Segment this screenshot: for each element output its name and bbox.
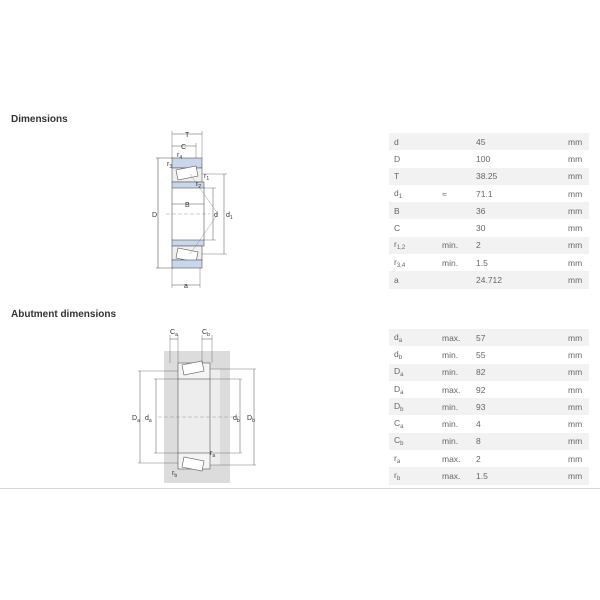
symbol-cell: $r_b$ <box>389 467 442 484</box>
unit-cell: mm <box>568 329 589 346</box>
tapered-roller-bearing-drawing <box>150 128 250 293</box>
value-cell: 92 <box>476 384 486 395</box>
unit-cell: mm <box>568 467 589 484</box>
dimensions-title: Dimensions <box>11 114 68 125</box>
table-row <box>389 254 589 271</box>
value-cell: 82 <box>476 364 568 381</box>
qualifier-cell: min. <box>442 364 476 381</box>
value-cell: 71.1 <box>476 188 493 199</box>
qualifier-cell: max. <box>442 467 476 484</box>
value-cell: 1.5 <box>476 257 488 268</box>
qualifier-cell <box>442 271 476 288</box>
unit-cell: mm <box>568 419 583 430</box>
qualifier-cell: max. <box>442 384 461 395</box>
abutment-table <box>389 329 589 485</box>
label-T: T <box>185 132 190 139</box>
divider <box>0 488 600 489</box>
abutment-drawing <box>130 323 265 488</box>
value-cell: 8 <box>476 433 568 450</box>
qualifier-cell: min. <box>442 257 459 268</box>
value-cell: 45 <box>476 133 568 150</box>
symbol-cell: $r_{1,2}$ <box>389 237 442 254</box>
value-cell: 57 <box>476 329 568 346</box>
unit-cell: mm <box>568 433 589 450</box>
unit-cell: mm <box>568 223 583 234</box>
label-Da: $D_a$ <box>132 415 140 424</box>
label-Cb: $C_b$ <box>202 329 210 338</box>
symbol-cell: $D_b$ <box>389 398 442 415</box>
qualifier-cell: min. <box>442 419 459 430</box>
label-db: $d_b$ <box>233 415 240 424</box>
label-C: C <box>181 144 187 151</box>
unit-cell: mm <box>568 168 589 185</box>
table-row <box>389 398 589 415</box>
value-cell: 100 <box>476 153 491 164</box>
table-row <box>389 237 589 254</box>
unit-cell: mm <box>568 133 589 150</box>
unit-cell: mm <box>568 202 589 219</box>
unit-cell: mm <box>568 364 589 381</box>
qualifier-cell: min. <box>442 398 476 415</box>
symbol-cell: $r_a$ <box>394 452 401 465</box>
value-cell: 2 <box>476 453 481 464</box>
value-cell: 2 <box>476 237 568 254</box>
label-da: $d_a$ <box>145 415 152 424</box>
symbol-cell: $d_1$ <box>394 187 403 200</box>
table-row <box>389 150 589 167</box>
symbol-cell: $C_a$ <box>394 418 404 431</box>
symbol-cell: B <box>389 202 442 219</box>
symbol-cell: T <box>389 168 442 185</box>
value-cell: 36 <box>476 202 568 219</box>
qualifier-cell: ≈ <box>442 188 447 199</box>
table-row <box>389 364 589 381</box>
qualifier-cell: min. <box>442 237 476 254</box>
table-row <box>389 219 589 236</box>
unit-cell: mm <box>568 384 583 395</box>
qualifier-cell <box>442 219 476 236</box>
unit-cell: mm <box>568 349 583 360</box>
qualifier-cell <box>442 150 476 167</box>
symbol-cell: D <box>394 153 401 164</box>
label-Db: $D_b$ <box>247 415 255 424</box>
value-cell: 4 <box>476 419 481 430</box>
label-r3: $r_3$ <box>167 161 173 170</box>
label-r1: $r_1$ <box>204 173 210 182</box>
value-cell: 1.5 <box>476 467 568 484</box>
value-cell: 38.25 <box>476 168 568 185</box>
symbol-cell: $C_b$ <box>389 433 442 450</box>
symbol-cell: d <box>389 133 442 150</box>
table-row <box>389 433 589 450</box>
symbol-cell: $d_a$ <box>389 329 442 346</box>
table-row <box>389 381 589 398</box>
table-row <box>389 329 589 346</box>
symbol-cell: $D_a$ <box>389 364 442 381</box>
qualifier-cell: min. <box>442 349 459 360</box>
label-D: D <box>152 212 158 219</box>
qualifier-cell <box>442 202 476 219</box>
table-row <box>389 133 589 150</box>
value-cell: 93 <box>476 398 568 415</box>
unit-cell: mm <box>568 188 583 199</box>
qualifier-cell <box>442 168 476 185</box>
dimensions-table <box>389 133 589 289</box>
symbol-cell: $r_{3,4}$ <box>394 256 406 269</box>
unit-cell: mm <box>568 453 583 464</box>
label-a: a <box>184 283 188 290</box>
qualifier-cell: max. <box>442 453 461 464</box>
value-cell: 55 <box>476 349 486 360</box>
unit-cell: mm <box>568 237 589 254</box>
unit-cell: mm <box>568 257 583 268</box>
table-row <box>389 168 589 185</box>
unit-cell: mm <box>568 153 583 164</box>
qualifier-cell: min. <box>442 433 476 450</box>
table-row <box>389 467 589 484</box>
table-row <box>389 185 589 202</box>
label-d: d <box>214 212 218 219</box>
bearing-dimensions-diagram <box>150 128 250 293</box>
label-B: B <box>185 202 190 209</box>
table-row <box>389 346 589 363</box>
symbol-cell: C <box>394 223 401 234</box>
value-cell: 24.712 <box>476 271 568 288</box>
label-d1: $d_1$ <box>226 212 233 221</box>
table-row <box>389 271 589 288</box>
abutment-diagram <box>130 323 265 488</box>
symbol-cell: $D_a$ <box>394 383 404 396</box>
table-row <box>389 450 589 467</box>
label-r4: $r_4$ <box>177 152 183 161</box>
label-r2: $r_2$ <box>196 181 202 190</box>
value-cell: 30 <box>476 223 486 234</box>
symbol-cell: $d_b$ <box>394 348 403 361</box>
label-ra: $r_a$ <box>210 450 216 459</box>
label-Ca: $C_a$ <box>170 329 178 338</box>
unit-cell: mm <box>568 271 589 288</box>
qualifier-cell: max. <box>442 329 476 346</box>
unit-cell: mm <box>568 398 589 415</box>
qualifier-cell <box>442 133 476 150</box>
abutment-dimensions-title: Abutment dimensions <box>11 309 117 320</box>
table-row <box>389 202 589 219</box>
symbol-cell: a <box>389 271 442 288</box>
label-rb: $r_b$ <box>172 470 178 479</box>
table-row <box>389 415 589 432</box>
